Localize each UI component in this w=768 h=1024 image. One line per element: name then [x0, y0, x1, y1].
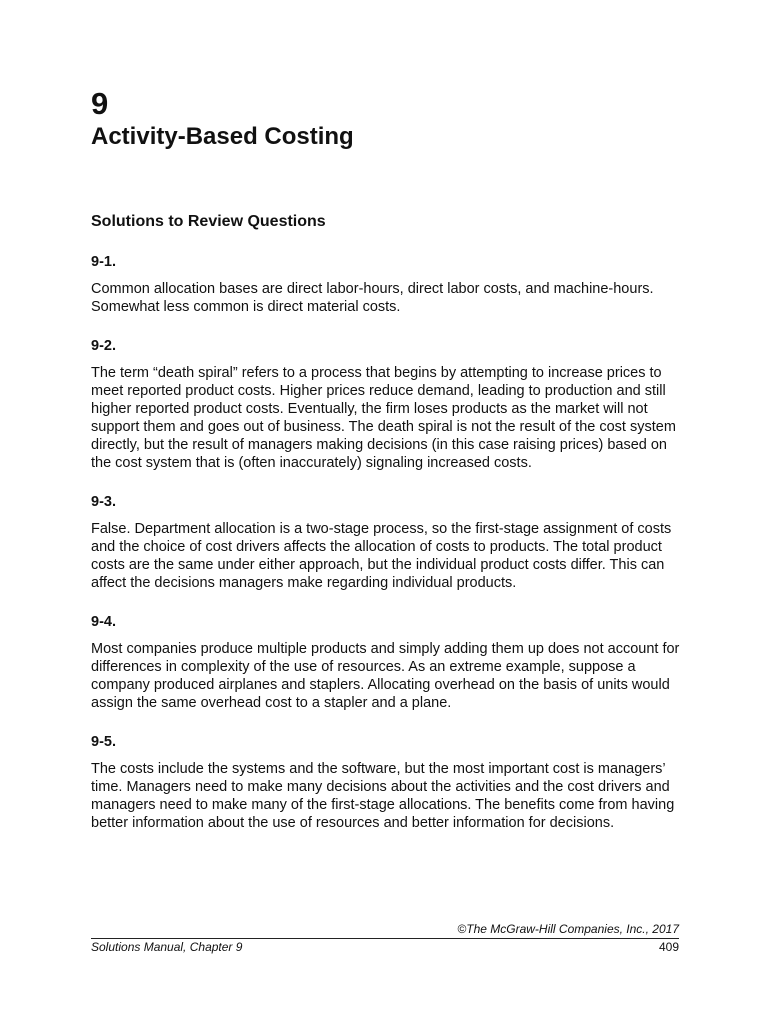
question-answer-text: False. Department allocation is a two-stage process, so the first-stage assignment of costs and the choice of cost drivers affects the allocation of costs to products. The total product costs are the same under either approach, but the individual product costs differ. This can affect the decisions managers make regarding individual products. — [91, 521, 672, 591]
section-title: Solutions to Review Questions — [91, 213, 326, 230]
footer-divider — [91, 938, 679, 939]
question-number: 9-5. — [91, 734, 116, 750]
question-number: 9-1. — [91, 254, 116, 270]
footer-row — [91, 940, 679, 955]
question-number: 9-4. — [91, 614, 116, 630]
question-block-9-2 — [91, 337, 687, 472]
question-number: 9-2. — [91, 338, 116, 354]
question-block-9-5 — [91, 733, 687, 832]
chapter-title: Activity-Based Costing — [91, 123, 354, 150]
copyright-notice: ©The McGraw-Hill Companies, Inc., 2017 — [457, 922, 679, 936]
manual-chapter-label: Solutions Manual, Chapter 9 — [91, 940, 243, 954]
question-answer-text: The costs include the systems and the software, but the most important cost is managers’ time. Managers need to make many decisions about the activities and the cost drivers and managers need to make many of the first-stage allocations. The benefits come from having better information about the use of resources and better information for decisions. — [91, 761, 675, 831]
question-answer-text: Common allocation bases are direct labor-hours, direct labor costs, and machine-hours. Somewhat less common is direct material costs. — [91, 281, 654, 315]
question-answer-text: The term “death spiral” refers to a process that begins by attempting to increase prices to meet reported product costs. Higher prices reduce demand, leading to production and still higher reported product costs. Eventually, the firm loses products as the market will not support them and goes out of business. The death spiral is not the result of the cost system directly, but the result of managers making decisions (in this case raising prices) based on the cost system that is (often inaccurately) signaling increased costs. — [91, 365, 676, 471]
document-page — [91, 86, 687, 832]
question-block-9-3 — [91, 493, 687, 592]
page-number: 409 — [658, 940, 679, 954]
question-block-9-1 — [91, 253, 687, 316]
question-number: 9-3. — [91, 494, 116, 510]
question-answer-text: Most companies produce multiple products and simply adding them up does not account for differences in complexity of the use of resources. As an extreme example, suppose a company produced airplanes and staplers. Allocating overhead on the basis of units would assign the same overhead cost to a stapler and a plane. — [91, 641, 680, 711]
chapter-number: 9 — [91, 86, 109, 121]
question-block-9-4 — [91, 613, 687, 712]
page-footer — [91, 922, 679, 955]
